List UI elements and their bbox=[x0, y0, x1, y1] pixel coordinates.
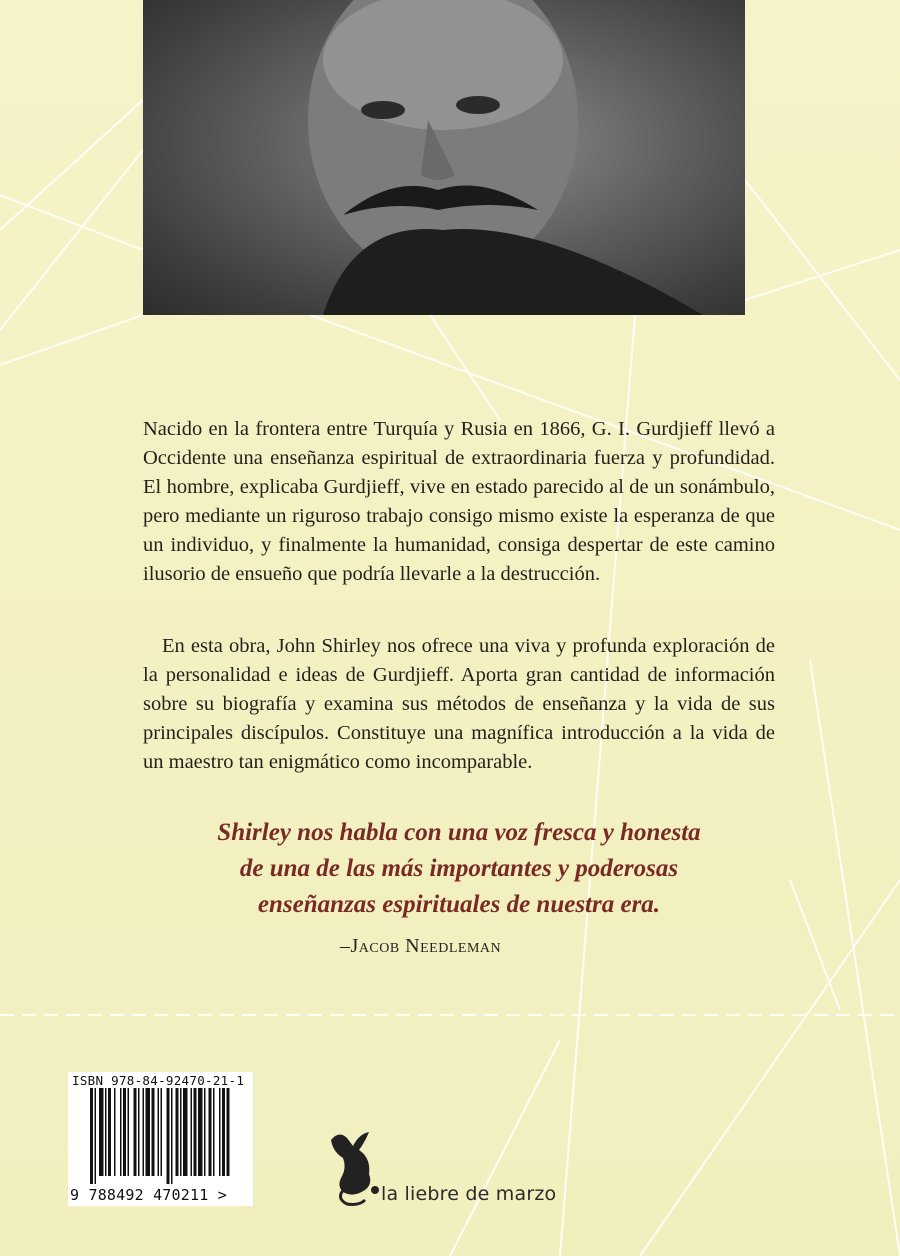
barcode-bar bbox=[204, 1088, 206, 1176]
quote-line-2: de una de las más importantes y poderosas bbox=[239, 855, 679, 882]
barcode-bar bbox=[95, 1088, 97, 1184]
barcode-bar bbox=[134, 1088, 137, 1176]
barcode-bar bbox=[123, 1088, 126, 1176]
barcode-bar bbox=[138, 1088, 140, 1176]
portrait-figure bbox=[143, 0, 745, 315]
isbn-label: ISBN 978-84-92470-21-1 bbox=[72, 1073, 245, 1088]
barcode-bar bbox=[99, 1088, 104, 1176]
barcode-bar bbox=[161, 1088, 163, 1176]
portrait-photo bbox=[143, 0, 745, 315]
quote-line-1: Shirley nos habla con una voz fresca y honesta bbox=[217, 819, 701, 846]
endorsement-quote bbox=[143, 815, 775, 923]
description-paragraph-2: En esta obra, John Shirley nos ofrece una viva y profunda exploración de la personalidad e ideas de Gurdjieff. Aporta gran cantidad de información sobre su biografía y examina sus métodos de enseñanza y la vida de sus principales discípulos. Constituye una magnífica introducción a la vida de un maestro tan enigmático como incomparable. bbox=[143, 635, 775, 773]
barcode-bar bbox=[191, 1088, 193, 1176]
isbn-barcode bbox=[68, 1072, 253, 1206]
barcode-bars bbox=[68, 1088, 253, 1186]
barcode-bar bbox=[128, 1088, 130, 1176]
publisher-logo bbox=[325, 1128, 575, 1208]
description-paragraph-1: Nacido en la frontera entre Turquía y Rusia en 1866, G. I. Gurdjieff llevó a Occidente una enseñanza espiritual de extraordinaria fuerza y profundidad. El hombre, explicaba Gurdjieff, vive en estado parecido al de un sonámbulo, pero mediante un riguroso trabajo consigo mismo existe la esperanza de que un individuo, y finalmente la humanidad, consiga despertar de este camino ilusorio de ensueño que podría llevarle a la destrucción. bbox=[143, 418, 775, 585]
barcode-bar bbox=[176, 1088, 179, 1176]
barcode-bar bbox=[146, 1088, 151, 1176]
barcode-bar bbox=[171, 1088, 173, 1184]
barcode-bar bbox=[108, 1088, 111, 1176]
barcode-bar bbox=[152, 1088, 155, 1176]
barcode-bar bbox=[227, 1088, 230, 1176]
barcode-bar bbox=[120, 1088, 122, 1176]
barcode-bar bbox=[105, 1088, 107, 1176]
barcode-bar bbox=[90, 1088, 93, 1184]
quote-line-3: enseñanzas espirituales de nuestra era. bbox=[257, 891, 661, 918]
barcode-bar bbox=[219, 1088, 221, 1176]
barcode-bar bbox=[180, 1088, 182, 1176]
barcode-bar bbox=[183, 1088, 188, 1176]
barcode-bar bbox=[114, 1088, 116, 1176]
barcode-bar bbox=[158, 1088, 160, 1176]
barcode-bar bbox=[198, 1088, 203, 1176]
barcode-bar bbox=[209, 1088, 212, 1176]
barcode-bar bbox=[167, 1088, 170, 1184]
barcode-bar bbox=[143, 1088, 145, 1176]
barcode-bar bbox=[222, 1088, 225, 1176]
quote-attribution: –Jacob Needleman bbox=[340, 935, 502, 957]
barcode-bar bbox=[194, 1088, 197, 1176]
barcode-bar bbox=[213, 1088, 215, 1176]
publisher-name: la liebre de marzo bbox=[381, 1183, 557, 1205]
barcode-number: 9 788492 470211 > bbox=[70, 1186, 227, 1204]
